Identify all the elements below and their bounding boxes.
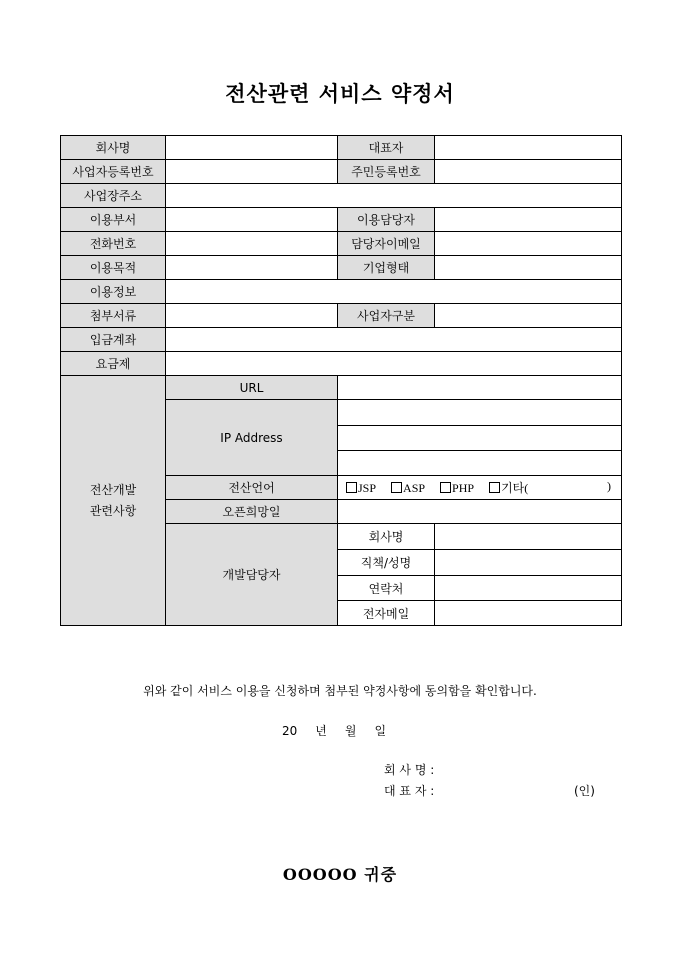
field-ip-address-1[interactable] <box>338 400 622 426</box>
row-dept <box>61 208 622 232</box>
row-url <box>61 376 622 400</box>
option-asp-label: ASP <box>403 481 426 495</box>
row-fee <box>61 352 622 376</box>
signature-date <box>282 722 404 739</box>
row-deposit <box>61 328 622 352</box>
label-dev-section-line1: 전산개발 <box>89 482 137 497</box>
date-month: 월 <box>344 724 357 738</box>
label-url: URL <box>166 376 338 400</box>
field-fee-plan[interactable] <box>166 352 622 376</box>
option-other-label: 기타( <box>501 481 529 495</box>
field-dept[interactable] <box>166 208 338 232</box>
label-dev-title: 직책/성명 <box>338 550 435 576</box>
label-dev-company: 회사명 <box>338 524 435 550</box>
label-language: 전산언어 <box>166 476 338 500</box>
option-other-close: ) <box>607 479 611 493</box>
label-dev-section <box>61 376 166 626</box>
date-year: 년 <box>315 724 327 738</box>
label-dev-email: 전자메일 <box>338 601 435 626</box>
option-jsp-label: JSP <box>358 481 377 495</box>
field-manager[interactable] <box>435 208 622 232</box>
label-fee-plan: 요금제 <box>61 352 166 376</box>
label-resident-no: 주민등록번호 <box>338 160 435 184</box>
field-dev-email[interactable] <box>435 601 622 626</box>
field-dev-company[interactable] <box>435 524 622 550</box>
field-resident-no[interactable] <box>435 160 622 184</box>
label-dev-manager: 개발담당자 <box>166 524 338 626</box>
field-open-date[interactable] <box>338 500 622 524</box>
addressee: OOOOO 귀중 <box>282 865 398 884</box>
label-phone: 전화번호 <box>61 232 166 256</box>
label-ip-address: IP Address <box>166 400 338 476</box>
field-ip-address-3[interactable] <box>338 451 622 476</box>
field-biz-reg-no[interactable] <box>166 160 338 184</box>
field-usage-info[interactable] <box>166 280 622 304</box>
field-company[interactable] <box>166 136 338 160</box>
option-asp[interactable] <box>391 481 425 495</box>
date-year-prefix: 20 <box>282 724 298 738</box>
field-company-type[interactable] <box>435 256 622 280</box>
sign-company-label: 회 사 명 : <box>384 763 435 777</box>
field-phone[interactable] <box>166 232 338 256</box>
document-title: 전산관련 서비스 약정서 <box>225 81 455 106</box>
label-manager: 이용담당자 <box>338 208 435 232</box>
label-biz-address: 사업장주소 <box>61 184 166 208</box>
label-deposit-account: 입금계좌 <box>61 328 166 352</box>
field-dev-contact[interactable] <box>435 576 622 601</box>
field-url[interactable] <box>338 376 622 400</box>
checkbox-php[interactable] <box>440 482 451 493</box>
label-company: 회사명 <box>61 136 166 160</box>
option-other[interactable] <box>489 481 528 495</box>
sign-ceo-label: 대 표 자 : <box>384 784 435 798</box>
field-biz-address[interactable] <box>166 184 622 208</box>
field-purpose[interactable] <box>166 256 338 280</box>
seal-mark: (인) <box>574 784 595 798</box>
row-biz-reg <box>61 160 622 184</box>
row-usage-info <box>61 280 622 304</box>
label-open-date: 오픈희망일 <box>166 500 338 524</box>
label-dev-contact: 연락처 <box>338 576 435 601</box>
label-dev-section-line2: 관련사항 <box>89 503 137 518</box>
checkbox-jsp[interactable] <box>346 482 357 493</box>
label-ceo: 대표자 <box>338 136 435 160</box>
field-ip-address-2[interactable] <box>338 426 622 451</box>
label-biz-reg-no: 사업자등록번호 <box>61 160 166 184</box>
field-language <box>338 476 622 500</box>
checkbox-asp[interactable] <box>391 482 402 493</box>
label-purpose: 이용목적 <box>61 256 166 280</box>
checkbox-other[interactable] <box>489 482 500 493</box>
confirmation-text: 위와 같이 서비스 이용을 신청하며 첨부된 약정사항에 동의함을 확인합니다. <box>143 684 537 698</box>
field-manager-email[interactable] <box>435 232 622 256</box>
field-attachments[interactable] <box>166 304 338 328</box>
language-options <box>338 479 621 496</box>
label-manager-email: 담당자이메일 <box>338 232 435 256</box>
row-address <box>61 184 622 208</box>
label-company-type: 기업형태 <box>338 256 435 280</box>
date-day: 일 <box>374 724 387 738</box>
label-biz-category: 사업자구분 <box>338 304 435 328</box>
row-attachments <box>61 304 622 328</box>
row-company <box>61 136 622 160</box>
option-php-label: PHP <box>452 481 475 495</box>
field-dev-title[interactable] <box>435 550 622 576</box>
label-attachments: 첨부서류 <box>61 304 166 328</box>
option-jsp[interactable] <box>346 481 376 495</box>
label-usage-info: 이용정보 <box>61 280 166 304</box>
row-phone <box>61 232 622 256</box>
field-ceo[interactable] <box>435 136 622 160</box>
agreement-form-table <box>60 135 622 626</box>
option-php[interactable] <box>440 481 474 495</box>
label-dept: 이용부서 <box>61 208 166 232</box>
field-deposit-account[interactable] <box>166 328 622 352</box>
row-purpose <box>61 256 622 280</box>
field-biz-category[interactable] <box>435 304 622 328</box>
